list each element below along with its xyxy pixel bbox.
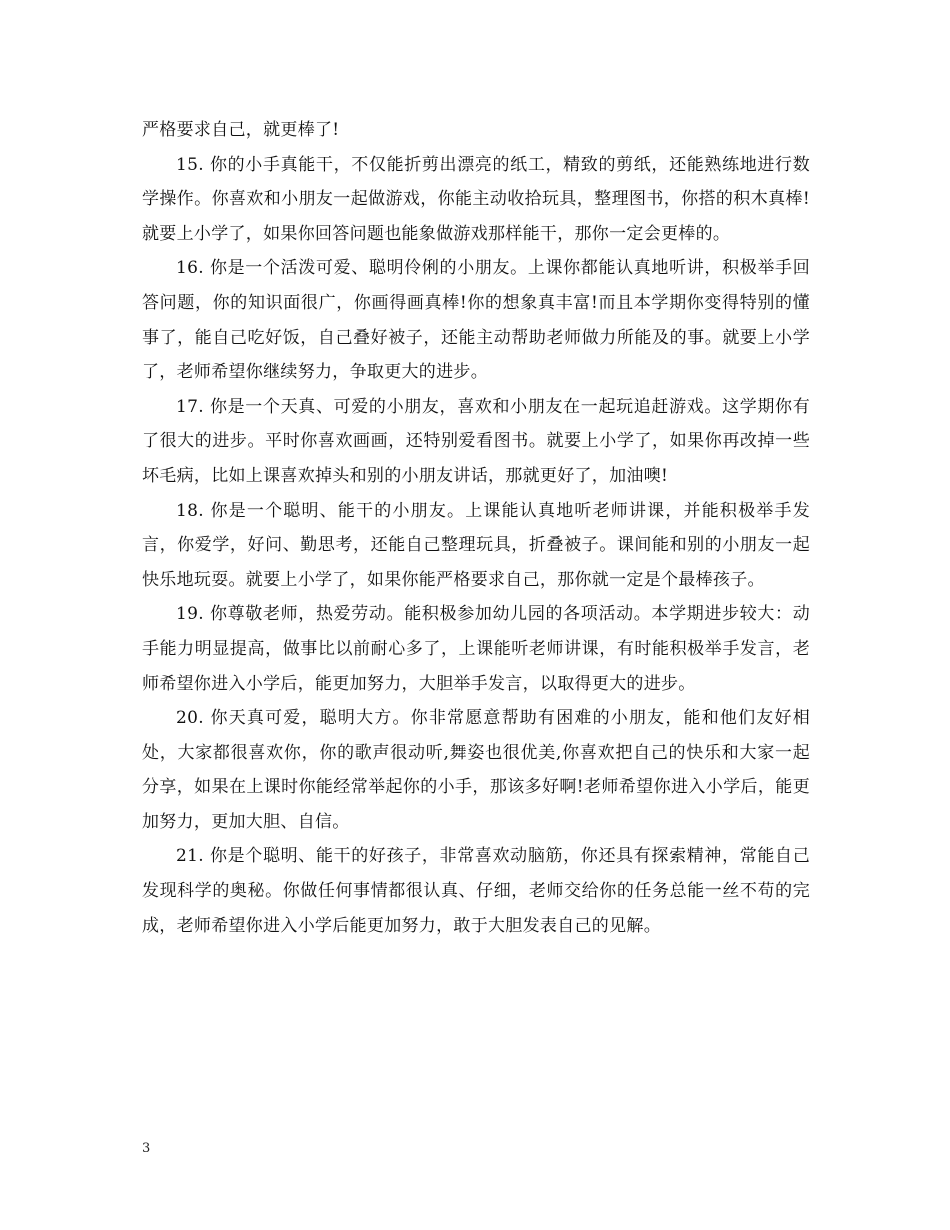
paragraph-item-19: 19. 你尊敬老师，热爱劳动。能积极参加幼儿园的各项活动。本学期进步较大：动手能力明显提高，做事比以前耐心多了，上课能听老师讲课，有时能积极举手发言，老师希望你进入小学后，能更加努力，大胆举手发言，以取得更大的进步。 xyxy=(142,604,810,694)
paragraph-item-20: 20. 你天真可爱，聪明大方。你非常愿意帮助有困难的小朋友，能和他们友好相处，大家都很喜欢你，你的歌声很动听,舞姿也很优美,你喜欢把自己的快乐和大家一起分享，如果在上课时你能经常举起你的小手，那该多好啊!老师希望你进入小学后，能更加努力，更加大胆、自信。 xyxy=(142,708,810,832)
document-body xyxy=(142,113,810,943)
paragraph-item-15: 15. 你的小手真能干，不仅能折剪出漂亮的纸工，精致的剪纸，还能熟练地进行数学操作。你喜欢和小朋友一起做游戏，你能主动收拾玩具，整理图书，你搭的积木真棒!就要上小学了，如果你回答问题也能象做游戏那样能干，那你一定会更棒的。 xyxy=(142,154,810,244)
paragraph-item-17: 17. 你是一个天真、可爱的小朋友，喜欢和小朋友在一起玩追赶游戏。这学期你有了很大的进步。平时你喜欢画画，还特别爱看图书。就要上小学了，如果你再改掉一些坏毛病，比如上课喜欢掉头和别的小朋友讲话，那就更好了，加油噢! xyxy=(142,396,810,486)
page-number: 3 xyxy=(142,1141,151,1156)
paragraph-item-21: 21. 你是个聪明、能干的好孩子，非常喜欢动脑筋，你还具有探索精神，常能自己发现科学的奥秘。你做任何事情都很认真、仔细，老师交给你的任务总能一丝不苟的完成，老师希望你进入小学后能更加努力，敢于大胆发表自己的见解。 xyxy=(142,846,810,936)
paragraph-continuation: 严格要求自己，就更棒了! xyxy=(142,120,340,140)
paragraph-item-18: 18. 你是一个聪明、能干的小朋友。上课能认真地听老师讲课，并能积极举手发言，你爱学，好问、勤思考，还能自己整理玩具，折叠被子。课间能和别的小朋友一起快乐地玩耍。就要上小学了，如果你能严格要求自己，那你就一定是个最棒孩子。 xyxy=(142,500,810,590)
paragraph-item-16: 16. 你是一个活泼可爱、聪明伶俐的小朋友。上课你都能认真地听讲，积极举手回答问题，你的知识面很广，你画得画真棒!你的想象真丰富!而且本学期你变得特别的懂事了，能自己吃好饭，自己叠好被子，还能主动帮助老师做力所能及的事。就要上小学了，老师希望你继续努力，争取更大的进步。 xyxy=(142,258,810,383)
